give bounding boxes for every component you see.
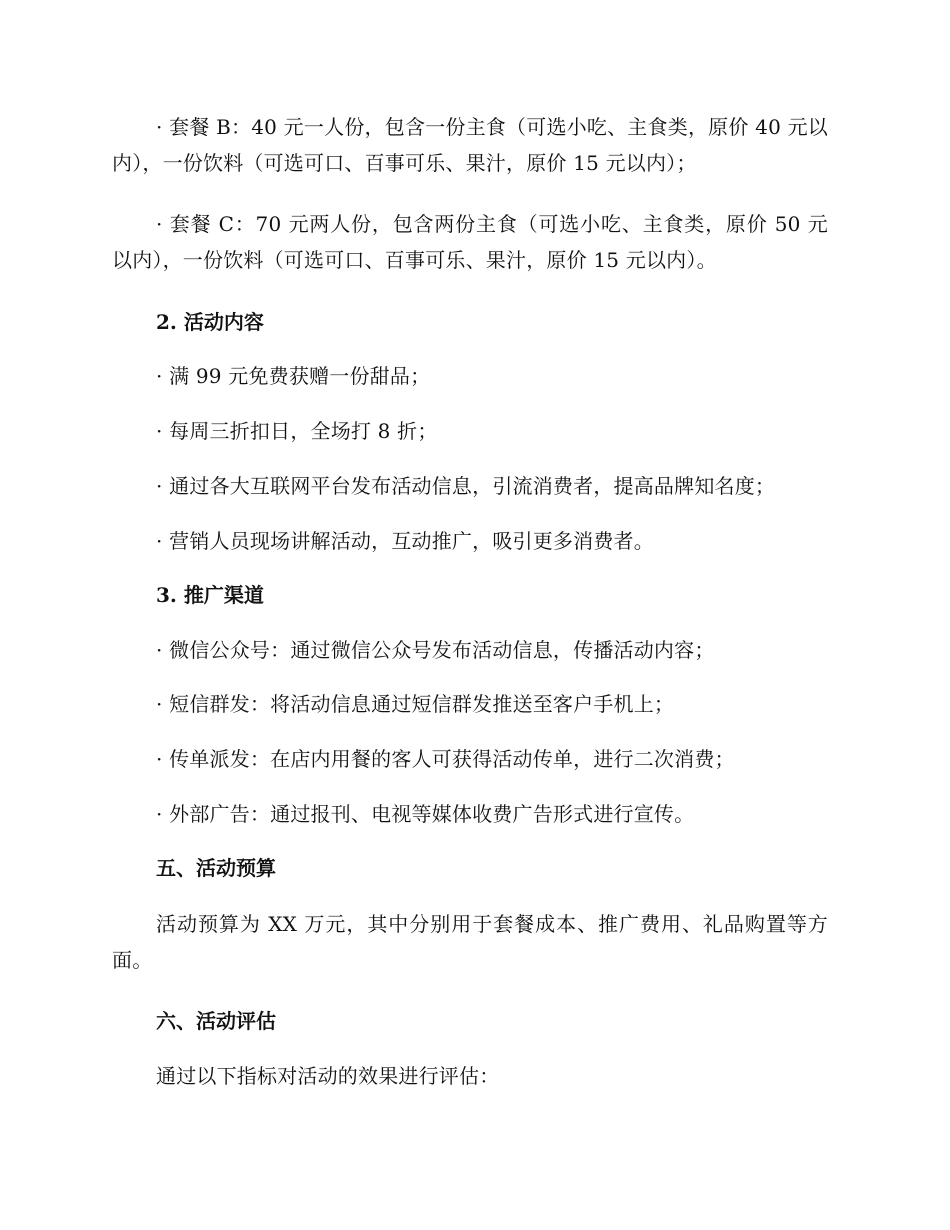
list-item-onsite-marketing: · 营销人员现场讲解活动，互动推广，吸引更多消费者。 (156, 529, 654, 553)
paragraph-package-c: · 套餐 C：70 元两人份，包含两份主食（可选小吃、主食类，原价 50 元以内），一份饮料（可选可口、百事可乐、果汁，原价 15 元以内）。 (112, 212, 828, 272)
paragraph-package-b: · 套餐 B：40 元一人份，包含一份主食（可选小吃、主食类，原价 40 元以内），一份饮料（可选可口、百事可乐、果汁，原价 15 元以内）； (112, 115, 828, 175)
heading-evaluation: 六、活动评估 (156, 1009, 276, 1033)
heading-activity-content: 2. 活动内容 (156, 310, 264, 334)
list-item-free-dessert: · 满 99 元免费获赠一份甜品； (156, 364, 431, 388)
heading-budget: 五、活动预算 (156, 856, 276, 880)
heading-promotion-channels: 3. 推广渠道 (156, 583, 264, 607)
paragraph-evaluation: 通过以下指标对活动的效果进行评估： (156, 1064, 500, 1088)
list-item-external-ads: · 外部广告：通过报刊、电视等媒体收费广告形式进行宣传。 (156, 802, 695, 826)
list-item-sms: · 短信群发：将活动信息通过短信群发推送至客户手机上； (156, 692, 675, 716)
list-item-flyers: · 传单派发：在店内用餐的客人可获得活动传单，进行二次消费； (156, 747, 735, 771)
list-item-internet-platforms: · 通过各大互联网平台发布活动信息，引流消费者，提高品牌知名度； (156, 474, 776, 498)
list-item-wechat: · 微信公众号：通过微信公众号发布活动信息，传播活动内容； (156, 638, 715, 662)
list-item-discount-day: · 每周三折扣日，全场打 8 折； (156, 419, 438, 443)
paragraph-budget: 活动预算为 XX 万元，其中分别用于套餐成本、推广费用、礼品购置等方面。 (112, 912, 828, 972)
